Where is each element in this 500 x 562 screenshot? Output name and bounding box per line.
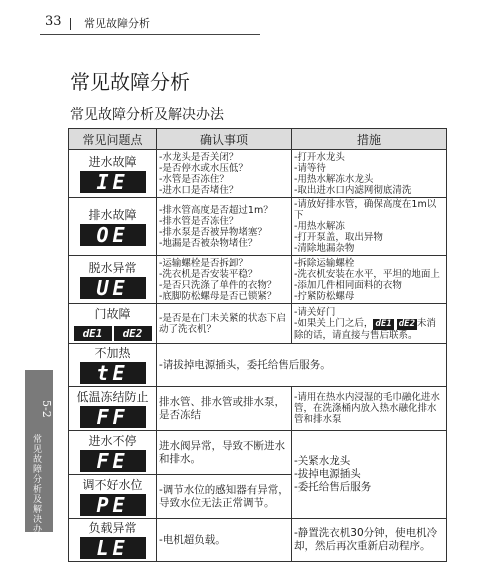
table-row — [69, 256, 447, 304]
problem-name: 进水不停 — [88, 433, 137, 448]
check-cell: -运输螺栓是否拆卸？ -洗衣机是否安装平稳？ -是否只洗涤了单件的衣物？ -底脚防松螺母是否已锁紧？ — [157, 256, 292, 304]
table-row — [69, 344, 447, 387]
problem-name: 不加热 — [94, 346, 131, 360]
header-check: 确认事项 — [157, 129, 292, 150]
table-row — [69, 431, 447, 475]
problem-cell — [69, 256, 157, 304]
problem-cell — [69, 475, 157, 519]
error-code-display: dE1 — [74, 326, 112, 341]
table-row — [69, 198, 447, 256]
header-divider — [70, 18, 71, 30]
page-title: 常见故障分析 — [70, 70, 190, 94]
measure-text: -请关好门 -如果关上门之后， — [294, 306, 374, 329]
error-code-display: UE — [80, 277, 146, 299]
table-row — [69, 304, 447, 344]
problem-cell — [69, 344, 157, 387]
error-code-display: OE — [80, 224, 146, 246]
measure-cell: -拆除运输螺栓 -洗衣机安装在水平，平坦的地面上 -添加几件相同面料的衣物 -拧紧防松螺母 — [292, 256, 447, 304]
problem-cell — [69, 150, 157, 198]
error-code-display: dE2 — [114, 326, 152, 341]
page-header — [0, 0, 500, 40]
problem-cell — [69, 198, 157, 256]
measure-cell: -静置洗衣机30分钟，使电机冷却，然后再次重新启动程序。 — [292, 519, 447, 562]
problem-name: 低温冻结防止 — [76, 389, 149, 404]
header-problem: 常见问题点 — [69, 129, 157, 150]
check-cell: -排水管高度是否超过1m？ -排水管是否冻住？ -排水泵是否被异物堵塞？ -地漏是否被杂物堵住？ — [157, 198, 292, 256]
header-title: 常见故障分析 — [84, 17, 150, 30]
problem-cell — [69, 387, 157, 431]
error-code-display: PE — [80, 494, 146, 516]
table-header-row — [69, 129, 447, 150]
problem-name: 负载异常 — [88, 521, 137, 535]
problem-cell — [69, 519, 157, 562]
measure-cell: -关紧水龙头 -拔掉电源插头 -委托给售后服务 — [292, 431, 447, 519]
problem-name: 门故障 — [94, 306, 131, 321]
problem-name: 调不好水位 — [82, 477, 143, 492]
table-row — [69, 519, 447, 562]
measure-cell: -请放好排水管，确保高度在1m以下 -用热水解冻 -打开泵盖，取出异物 -清除地漏杂物 — [292, 198, 447, 256]
header-underline — [40, 34, 260, 35]
check-cell: 排水管、排水管或排水泵，是否冻结 — [157, 387, 292, 431]
section-number: 5-2 — [40, 400, 53, 418]
section-name: 常见故障分析及解决办法 — [31, 434, 41, 544]
error-code-display: FE — [80, 450, 146, 472]
check-cell: -调节水位的感知器有异常，导致水位无法正常调节。 — [157, 475, 292, 519]
check-cell: -请拔掉电源插头，委托给售后服务。 — [157, 344, 447, 387]
table-row — [69, 387, 447, 431]
problem-cell — [69, 304, 157, 344]
header-measure: 措施 — [292, 129, 447, 150]
problem-name: 脱水异常 — [88, 260, 137, 275]
error-code-display: IE — [80, 171, 146, 193]
problem-cell — [69, 431, 157, 475]
measure-text: 未消除的话，请直接与售后联系。 — [294, 317, 437, 341]
section-subtitle: 常见故障分析及解决办法 — [70, 107, 224, 123]
error-code-display: FF — [80, 406, 146, 428]
check-cell: -电机超负载。 — [157, 519, 292, 562]
fault-table — [68, 128, 447, 562]
measure-cell — [292, 304, 447, 344]
page-number: 33 — [45, 14, 62, 29]
problem-name: 进水故障 — [88, 154, 137, 169]
inline-error-code: dE1 — [375, 318, 392, 329]
measure-cell: -打开水龙头 -请等待 -用热水解冻水龙头 -取出进水口内滤网彻底清洗 — [292, 150, 447, 198]
section-side-tab — [25, 370, 53, 544]
error-code-display: LE — [80, 537, 146, 559]
check-cell: 进水阀异常，导致不断进水和排水。 — [157, 431, 292, 475]
table-row — [69, 150, 447, 198]
error-code-display: tE — [80, 362, 146, 384]
check-cell: -是否是在门未关紧的状态下启动了洗衣机？ — [157, 304, 292, 344]
problem-name: 排水故障 — [88, 207, 137, 222]
inline-error-code: dE2 — [398, 318, 415, 329]
measure-cell: -请用在热水内浸湿的毛巾融化进水管，在洗涤桶内放入热水融化排水管和排水泵 — [292, 387, 447, 431]
check-cell: -水龙头是否关闭？ -是否停水或水压低？ -水管是否冻住？ -进水口是否堵住？ — [157, 150, 292, 198]
